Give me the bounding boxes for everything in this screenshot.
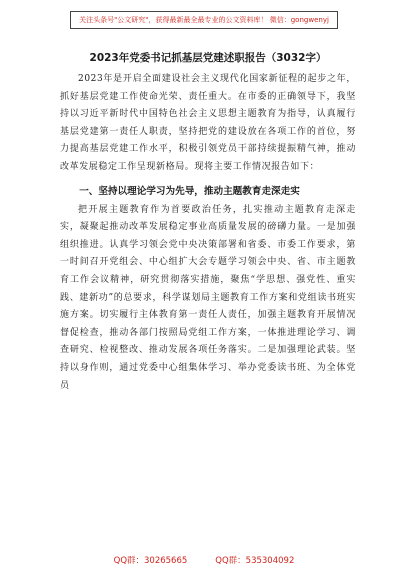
footer-qq-2: QQ群：535304092 [215,556,295,566]
intro-paragraph: 2023年是开启全面建设社会主义现代化国家新征程的起步之年，抓好基层党建工作使命光荣、责任重大。在市委的正确领导下，我坚持以习近平新时代中国特色社会主义思想主题教育为指导，认真履行基层党建第一责任人职责，坚持把党的建设放在各项工作的首位，努力提高基层党建工作水平，积极引领党员干部持续提振精气神，推动改革发展稳定工作呈现新格局。现将主要工作情况报告如下： [60,74,356,172]
document-title: 2023年党委书记抓基层党建述职报告（3032字） [89,52,327,64]
document-body [60,50,356,395]
section-heading: 一、坚持以理论学习为先导，推动主题教育走深走实 [79,185,300,197]
header-banner [0,6,408,34]
footer-qq-1: QQ群：30265665 [113,556,188,566]
section-paragraph: 把开展主题教育作为首要政治任务，扎实推动主题教育走深走实，凝聚起推动改革发展稳定事业高质量发展的磅礴力量。一是加强组织推进。认真学习领会党中央决策部署和省委、市委工作要求，第一时间召开党组会、中心组扩大会专题学习领会中央、省、市主题教育工作会议精神，研究贯彻落实措施，聚焦“学思想、强党性、重实践、建新功”的总要求，科学谋划局主题教育工作方案和党组读书班实施方案。切实履行主体教育第一责任人责任，加强主题教育开展情况督促检查，推动各部门按照局党组工作方案，一体推进理论学习、调查研究、检视整改、推动发展各项任务落实。二是加强理论武装。坚持以身作则，通过党委中心组集体学习、举办党委读书班、为全体党员 [60,204,356,391]
footer [0,554,408,566]
promo-text: 关注头条号"公文研究"，获得最新最全最专业的公文资料库！ 微信：gongwenyj [70,11,338,29]
